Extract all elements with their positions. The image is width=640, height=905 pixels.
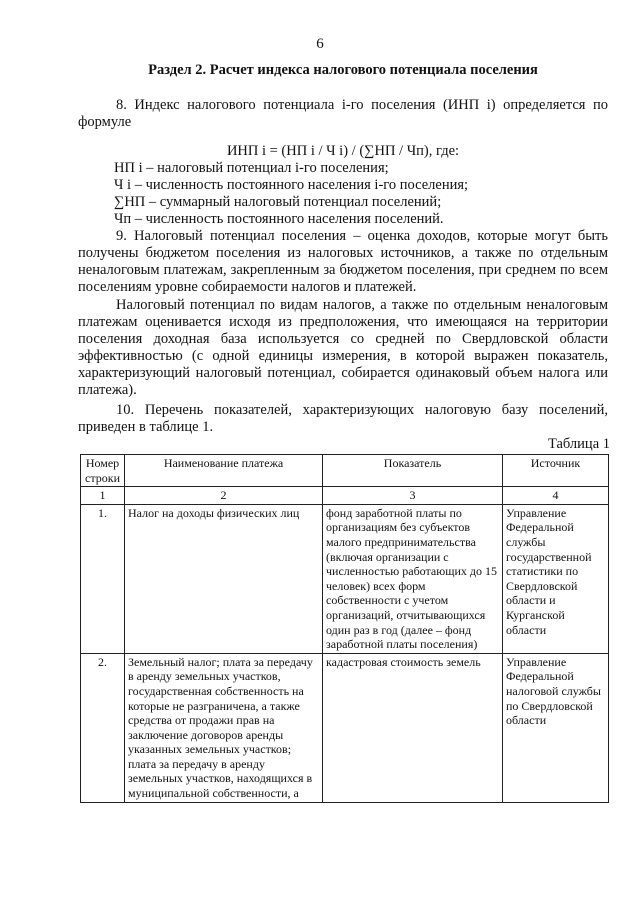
header-indicator: Показатель [323,455,503,487]
paragraph-9b: Налоговый потенциал по видам налогов, а также по отдельным неналоговым платежам оценивается исходя из предположения, что имеющаяся на территории поселения доходная база используется со средней по Свердловской области эффективностью (с одной единицы измерения, в которой выражен показатель, характеризующий налоговый потенциал, собирается одинаковый объем налога или платежа). [78,297,608,398]
page-number: 6 [316,36,324,52]
formula: ИНП i = (НП i / Ч i) / (∑НП / Чп), где: [226,143,460,159]
row-number: 1. [81,504,125,653]
definition-np: НП i – налоговый потенциал i-го поселения; [114,160,389,176]
indicator: фонд заработной платы по организациям без субъектов малого предпринимательства (включая организации с численностью работающих до 15 человек) всех форм собственности с учетом организаций, отчитывающихся один раз в год (далее – фонд заработной платы поселения) [323,504,503,653]
section-heading: Раздел 2. Расчет индекса налогового потенциала поселения [148,62,538,78]
paragraph-8: 8. Индекс налогового потенциала i-го поселения (ИНП i) определяется по формуле [78,97,608,130]
column-number: 2 [125,487,323,505]
definition-chp: Чп – численность постоянного населения поселений. [114,211,444,227]
header-row-number: Номер строки [81,455,125,487]
payment-name: Налог на доходы физических лиц [125,504,323,653]
column-number: 3 [323,487,503,505]
source: Управление Федеральной налоговой службы по Свердловской области [503,653,609,802]
definition-ch: Ч i – численность постоянного населения i-го поселения; [114,177,469,193]
header-source: Источник [503,455,609,487]
definition-sum-np: ∑НП – суммарный налоговый потенциал поселений; [114,194,442,210]
indicator: кадастровая стоимость земель [323,653,503,802]
indicators-table [80,454,609,803]
paragraph-10: 10. Перечень показателей, характеризующих налоговую базу поселений, приведен в таблице 1. [78,402,608,435]
table-row [81,653,609,802]
column-number: 4 [503,487,609,505]
source: Управление Федеральной службы государственной статистики по Свердловской области и Курганской области [503,504,609,653]
table-caption: Таблица 1 [547,436,610,452]
payment-name: Земельный налог; плата за передачу в аренду земельных участков, государственная собственность на которые не разграничена, а также средства от продажи прав на заключение договоров аренды указанных земельных участков; плата за передачу в аренду земельных участков, находящихся в муниципальной собственности, а [125,653,323,802]
table-header-row [81,455,609,487]
column-number: 1 [81,487,125,505]
header-payment-name: Наименование платежа [125,455,323,487]
paragraph-9: 9. Налоговый потенциал поселения – оценка доходов, которые могут быть получены бюджетом поселения из налоговых источников, а также по отдельным неналоговым платежам, закрепленным за бюджетом поселения, при среднем по всем поселениям уровне собираемости налогов и платежей. [78,228,608,295]
table-column-numbers-row [81,487,609,505]
row-number: 2. [81,653,125,802]
table-row [81,504,609,653]
